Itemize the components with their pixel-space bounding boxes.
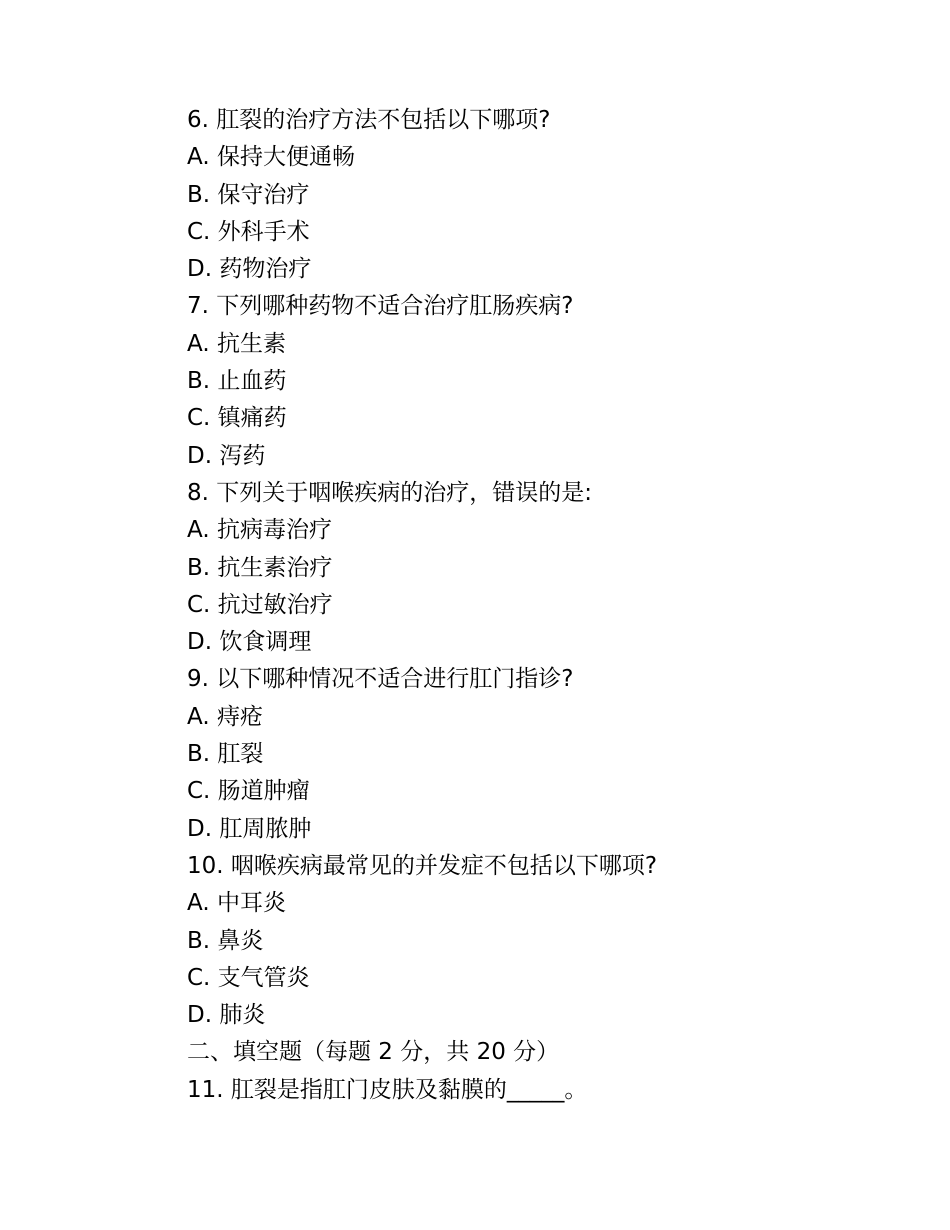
question-6-option-b: B. 保守治疗 bbox=[187, 181, 310, 208]
question-9-option-b: B. 肛裂 bbox=[187, 741, 264, 768]
question-10-option-c: C. 支气管炎 bbox=[187, 964, 310, 991]
question-6-option-a: A. 保持大便通畅 bbox=[187, 144, 355, 171]
question-7-option-a: A. 抗生素 bbox=[187, 330, 286, 357]
question-9-option-a: A. 痔疮 bbox=[187, 703, 263, 730]
question-10-option-d: D. 肺炎 bbox=[187, 1002, 266, 1029]
question-10-option-a: A. 中耳炎 bbox=[187, 890, 286, 917]
question-6-text: 6. 肛裂的治疗方法不包括以下哪项? bbox=[187, 107, 551, 133]
question-6-option-d: D. 药物治疗 bbox=[187, 256, 312, 283]
question-8-text: 8. 下列关于咽喉疾病的治疗，错误的是: bbox=[187, 479, 593, 506]
document-page bbox=[187, 102, 887, 1109]
question-8-option-c: C. 抗过敏治疗 bbox=[187, 591, 333, 618]
question-7-option-c: C. 镇痛药 bbox=[187, 405, 287, 432]
question-9-option-c: C. 肠道肿瘤 bbox=[187, 778, 310, 805]
question-7-text: 7. 下列哪种药物不适合治疗肛肠疾病? bbox=[187, 293, 574, 320]
question-9-text: 9. 以下哪种情况不适合进行肛门指诊? bbox=[187, 666, 574, 693]
question-10-text: 10. 咽喉疾病最常见的并发症不包括以下哪项? bbox=[187, 852, 658, 879]
question-8-option-a: A. 抗病毒治疗 bbox=[187, 517, 332, 544]
question-9-option-d: D. 肛周脓肿 bbox=[187, 815, 312, 842]
question-8-option-b: B. 抗生素治疗 bbox=[187, 554, 333, 581]
question-6-option-c: C. 外科手术 bbox=[187, 218, 310, 245]
question-7-option-d: D. 泻药 bbox=[187, 442, 266, 469]
section-heading: 二、填空题（每题 2 分，共 20 分） bbox=[187, 1039, 560, 1066]
question-7-option-b: B. 止血药 bbox=[187, 368, 287, 395]
question-11-text: 11. 肛裂是指肛门皮肤及黏膜的_____。 bbox=[187, 1076, 588, 1103]
question-10-option-b: B. 鼻炎 bbox=[187, 927, 264, 954]
question-8-option-d: D. 饮食调理 bbox=[187, 629, 312, 656]
